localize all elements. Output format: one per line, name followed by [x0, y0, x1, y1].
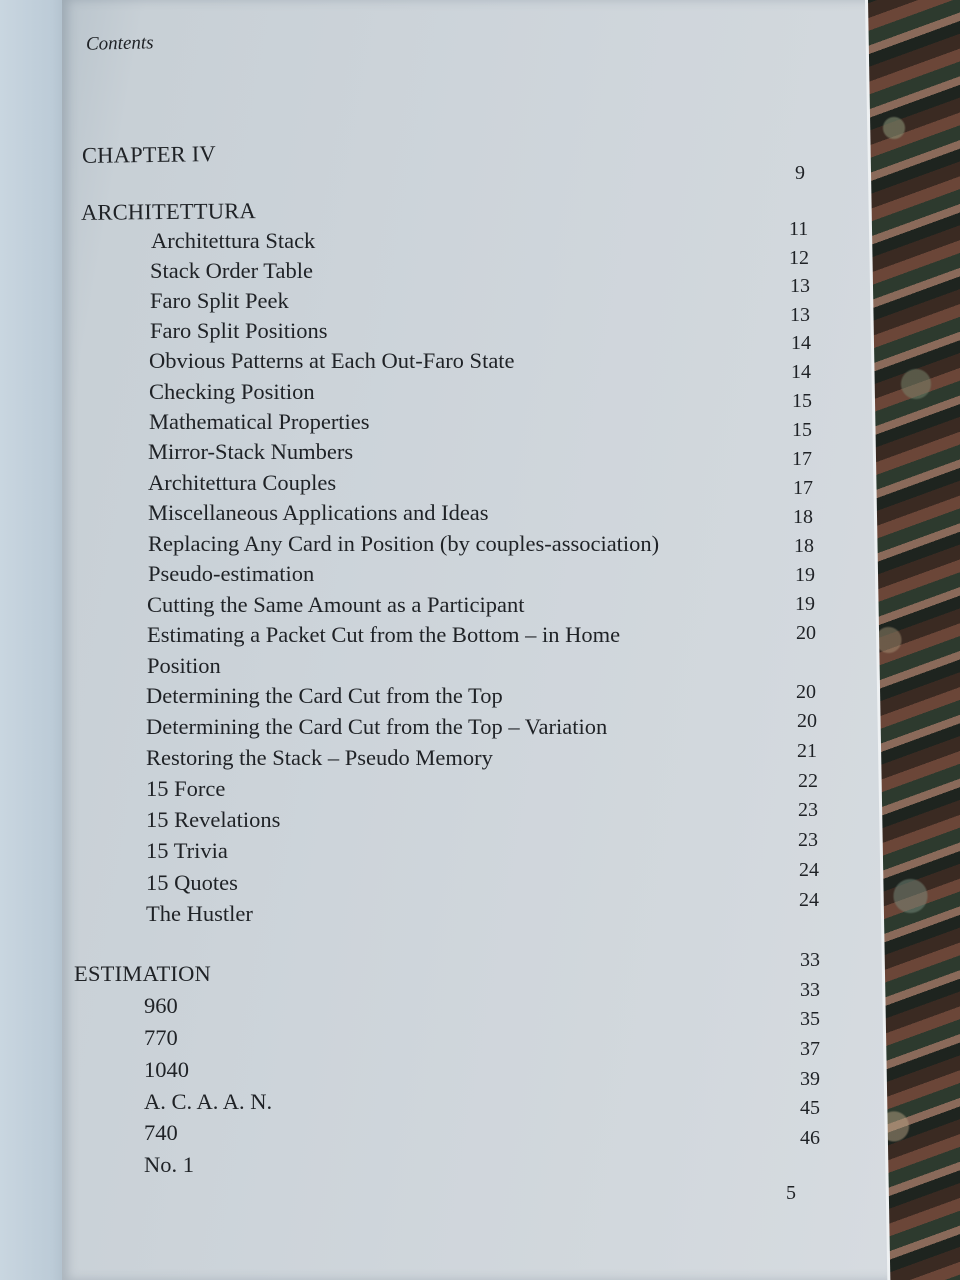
running-head: Contents [85, 32, 154, 55]
toc-entry: Mirror-Stack Numbers [148, 439, 354, 464]
page-ref: 17 [793, 477, 813, 499]
page-ref: 37 [800, 1038, 820, 1060]
toc-entry: 1040 [144, 1057, 189, 1082]
page-ref: 18 [794, 535, 814, 557]
toc-entry: A. C. A. A. N. [144, 1089, 273, 1114]
page-ref: 39 [800, 1068, 820, 1090]
toc-entry: 960 [144, 993, 178, 1018]
toc-entry: Replacing Any Card in Position (by couples-association) [148, 531, 660, 556]
toc-entry: Estimating a Packet Cut from the Bottom – in Home [147, 622, 621, 647]
toc-entry: 770 [144, 1025, 178, 1050]
toc-entry: Architettura Stack [151, 228, 316, 253]
page-ref: 18 [793, 506, 813, 528]
page-ref: 13 [790, 275, 810, 297]
page-ref: 33 [800, 979, 820, 1001]
toc-entry: 15 Trivia [146, 838, 228, 863]
toc-entry-continuation: Position [147, 653, 221, 678]
page-ref: 23 [798, 829, 818, 851]
page-ref: 11 [789, 218, 809, 240]
page-ref: 13 [790, 304, 810, 326]
toc-entry: Determining the Card Cut from the Top – Variation [146, 714, 608, 739]
page-ref: 19 [795, 593, 815, 615]
page-ref: 9 [795, 162, 805, 184]
toc-entry: Obvious Patterns at Each Out-Faro State [149, 348, 515, 373]
page-ref: 33 [800, 949, 820, 971]
toc-entry: Restoring the Stack – Pseudo Memory [146, 745, 493, 770]
page-ref: 23 [798, 799, 818, 821]
toc-entry: Mathematical Properties [149, 409, 370, 434]
toc-entry: The Hustler [146, 901, 253, 926]
section-heading-architettura: ARCHITETTURA [80, 198, 257, 225]
toc-entry: Determining the Card Cut from the Top [146, 683, 503, 708]
page-ref: 46 [800, 1127, 820, 1149]
toc-entry: Pseudo-estimation [148, 561, 315, 586]
page-ref: 17 [792, 448, 812, 470]
toc-entry: Cutting the Same Amount as a Participant [147, 592, 525, 617]
page-ref: 35 [800, 1008, 820, 1030]
page-ref: 20 [796, 681, 816, 703]
page-ref: 15 [792, 390, 812, 412]
toc-entry: Faro Split Peek [150, 288, 289, 313]
toc-entry: 15 Force [146, 776, 226, 801]
section-heading-estimation: ESTIMATION [74, 961, 211, 986]
toc-entry: 740 [144, 1120, 178, 1145]
page-ref: 19 [795, 564, 815, 586]
toc-entry: Stack Order Table [150, 258, 313, 283]
toc-entry: Checking Position [149, 379, 315, 404]
page-ref: 14 [791, 332, 811, 354]
page-ref: 12 [789, 247, 809, 269]
page-ref: 21 [797, 740, 817, 762]
toc-entry: No. 1 [144, 1152, 194, 1177]
page-ref: 20 [797, 710, 817, 732]
folio-page-number: 5 [786, 1182, 796, 1204]
section-heading-chapter-iv: CHAPTER IV [81, 141, 217, 168]
page-ref: 24 [799, 889, 819, 911]
page-ref: 14 [791, 361, 811, 383]
page-ref: 22 [798, 770, 818, 792]
toc-entry: 15 Revelations [146, 807, 281, 832]
toc-entry: Architettura Couples [148, 470, 337, 495]
page-ref: 20 [796, 622, 816, 644]
toc-entry: 15 Quotes [146, 870, 238, 895]
toc-entry: Faro Split Positions [150, 318, 328, 343]
page-ref: 24 [799, 859, 819, 881]
page-ref: 45 [800, 1097, 820, 1119]
toc-entry: Miscellaneous Applications and Ideas [148, 500, 489, 525]
page-ref: 15 [792, 419, 812, 441]
